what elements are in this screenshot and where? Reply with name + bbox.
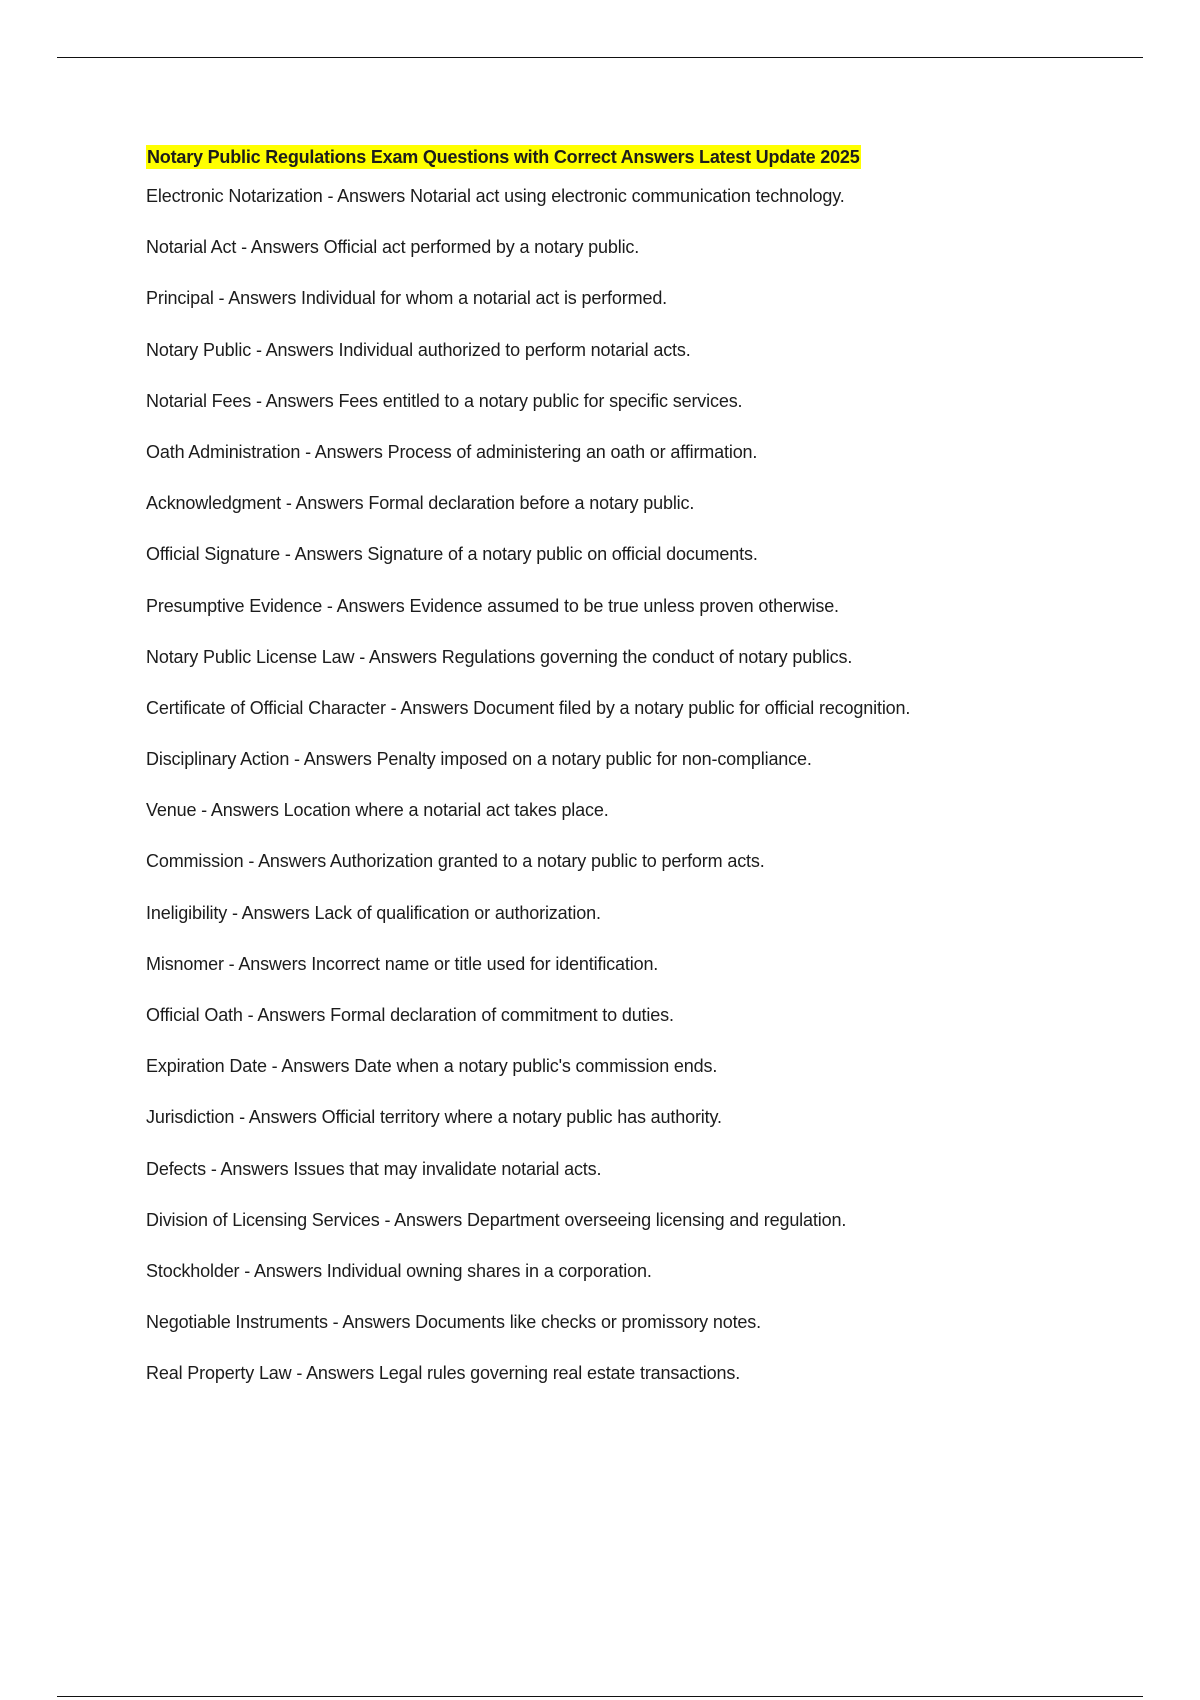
list-item: Electronic Notarization - Answers Notarial act using electronic communication technology. [146,186,845,206]
document-title: Notary Public Regulations Exam Questions with Correct Answers Latest Update 2025 [147,147,860,167]
list-item: Division of Licensing Services - Answers Department overseeing licensing and regulation. [146,1209,847,1230]
list-item: Negotiable Instruments - Answers Documents like checks or promissory notes. [146,1312,761,1333]
document-body [146,145,1126,1413]
list-item: Disciplinary Action - Answers Penalty imposed on a notary public for non-compliance. [146,749,812,770]
list-item: Misnomer - Answers Incorrect name or title used for identification. [146,953,659,974]
list-item: Notary Public License Law - Answers Regulations governing the conduct of notary publics. [146,646,853,667]
list-item: Jurisdiction - Answers Official territory where a notary public has authority. [146,1107,722,1128]
list-item: Principal - Answers Individual for whom a notarial act is performed. [146,288,668,309]
list-item: Real Property Law - Answers Legal rules governing real estate transactions. [146,1363,741,1384]
list-item: Commission - Answers Authorization granted to a notary public to perform acts. [146,851,765,872]
list-item: Expiration Date - Answers Date when a notary public's commission ends. [146,1056,718,1077]
list-item: Certificate of Official Character - Answers Document filed by a notary public for official recognition. [146,697,911,718]
list-item: Stockholder - Answers Individual owning shares in a corporation. [146,1260,652,1281]
list-item: Official Oath - Answers Formal declaration of commitment to duties. [146,1005,674,1025]
list-item: Ineligibility - Answers Lack of qualification or authorization. [146,902,601,923]
list-item: Venue - Answers Location where a notarial act takes place. [146,800,609,821]
list-item: Notary Public - Answers Individual authorized to perform notarial acts. [146,339,691,360]
list-item: Oath Administration - Answers Process of administering an oath or affirmation. [146,441,758,462]
list-item: Acknowledgment - Answers Formal declaration before a notary public. [146,493,695,514]
entry-list [146,184,1126,1385]
bottom-rule [57,1696,1143,1697]
list-item: Notarial Act - Answers Official act performed by a notary public. [146,237,640,258]
top-rule [57,57,1143,58]
list-item: Official Signature - Answers Signature of a notary public on official documents. [146,544,758,565]
list-item: Defects - Answers Issues that may invalidate notarial acts. [146,1158,602,1179]
list-item: Notarial Fees - Answers Fees entitled to a notary public for specific services. [146,390,743,411]
list-item: Presumptive Evidence - Answers Evidence assumed to be true unless proven otherwise. [146,595,839,616]
